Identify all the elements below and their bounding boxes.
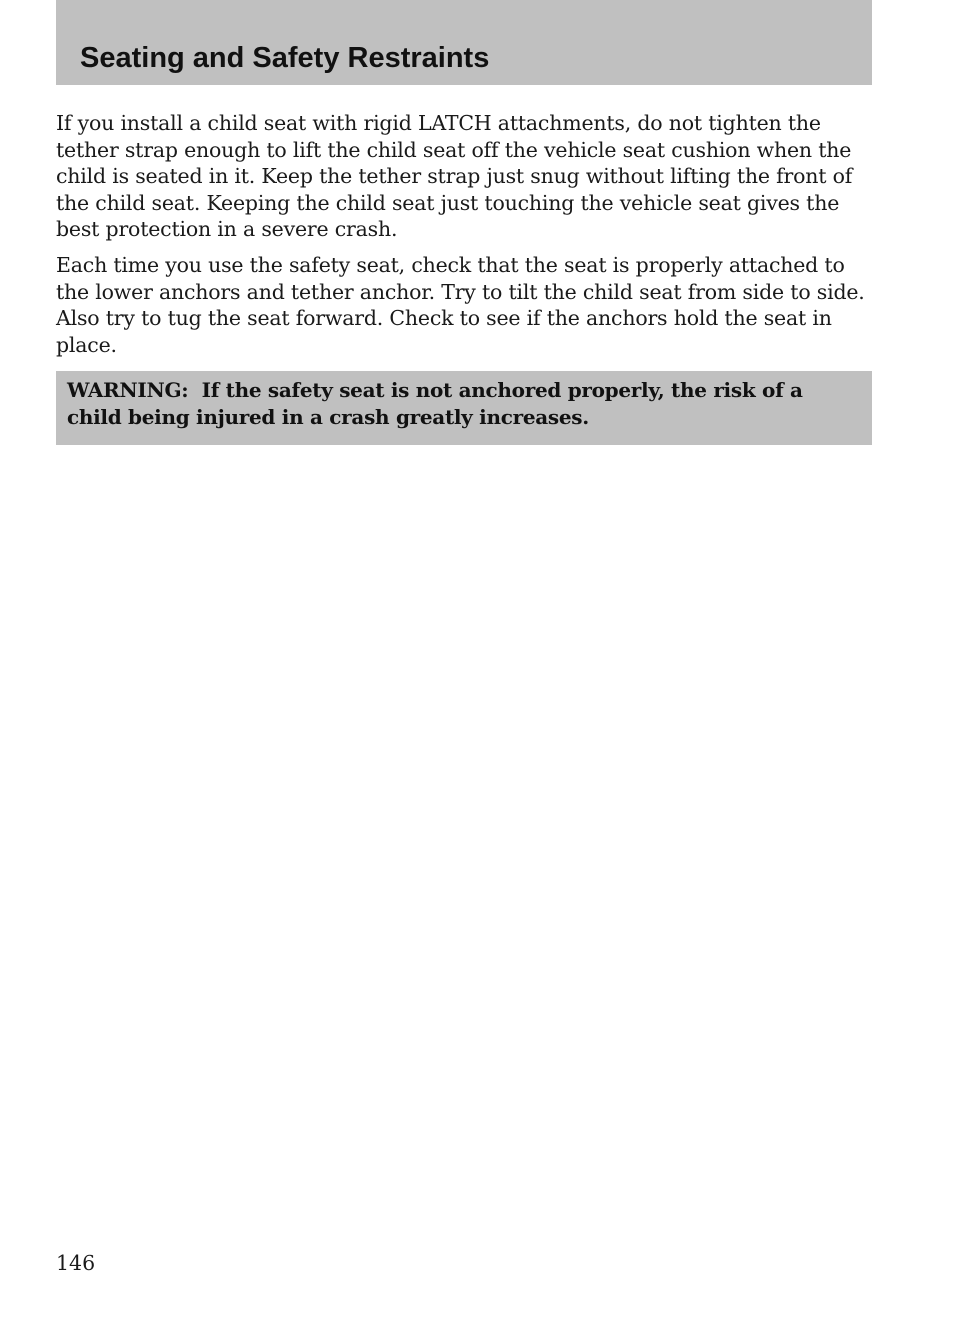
section-title: Seating and Safety Restraints: [80, 42, 490, 74]
page-number: 146: [56, 1251, 96, 1275]
warning-box: [56, 371, 872, 445]
body-paragraph-check-anchors: Each time you use the safety seat, check that the seat is properly attached to the lower anchors and tether anchor. Try to tilt the child seat from side to side. Also try to tug the seat forward. Check to see if the anchors hold the seat in place.: [56, 253, 865, 357]
body-paragraph-latch-tether: If you install a child seat with rigid LATCH attachments, do not tighten the tether strap enough to lift the child seat off the vehicle seat cushion when the child is seated in it. Keep the tether strap just snug without lifting the front of the child seat. Keeping the child seat just touching the vehicle seat gives the best protection in a severe crash.: [56, 111, 853, 241]
warning-text: [67, 377, 860, 430]
section-header-band: [56, 0, 872, 85]
warning-label: WARNING:: [67, 378, 189, 402]
warning-message: If the safety seat is not anchored properly, the risk of a child being injured in a crash greatly increases.: [67, 378, 803, 429]
